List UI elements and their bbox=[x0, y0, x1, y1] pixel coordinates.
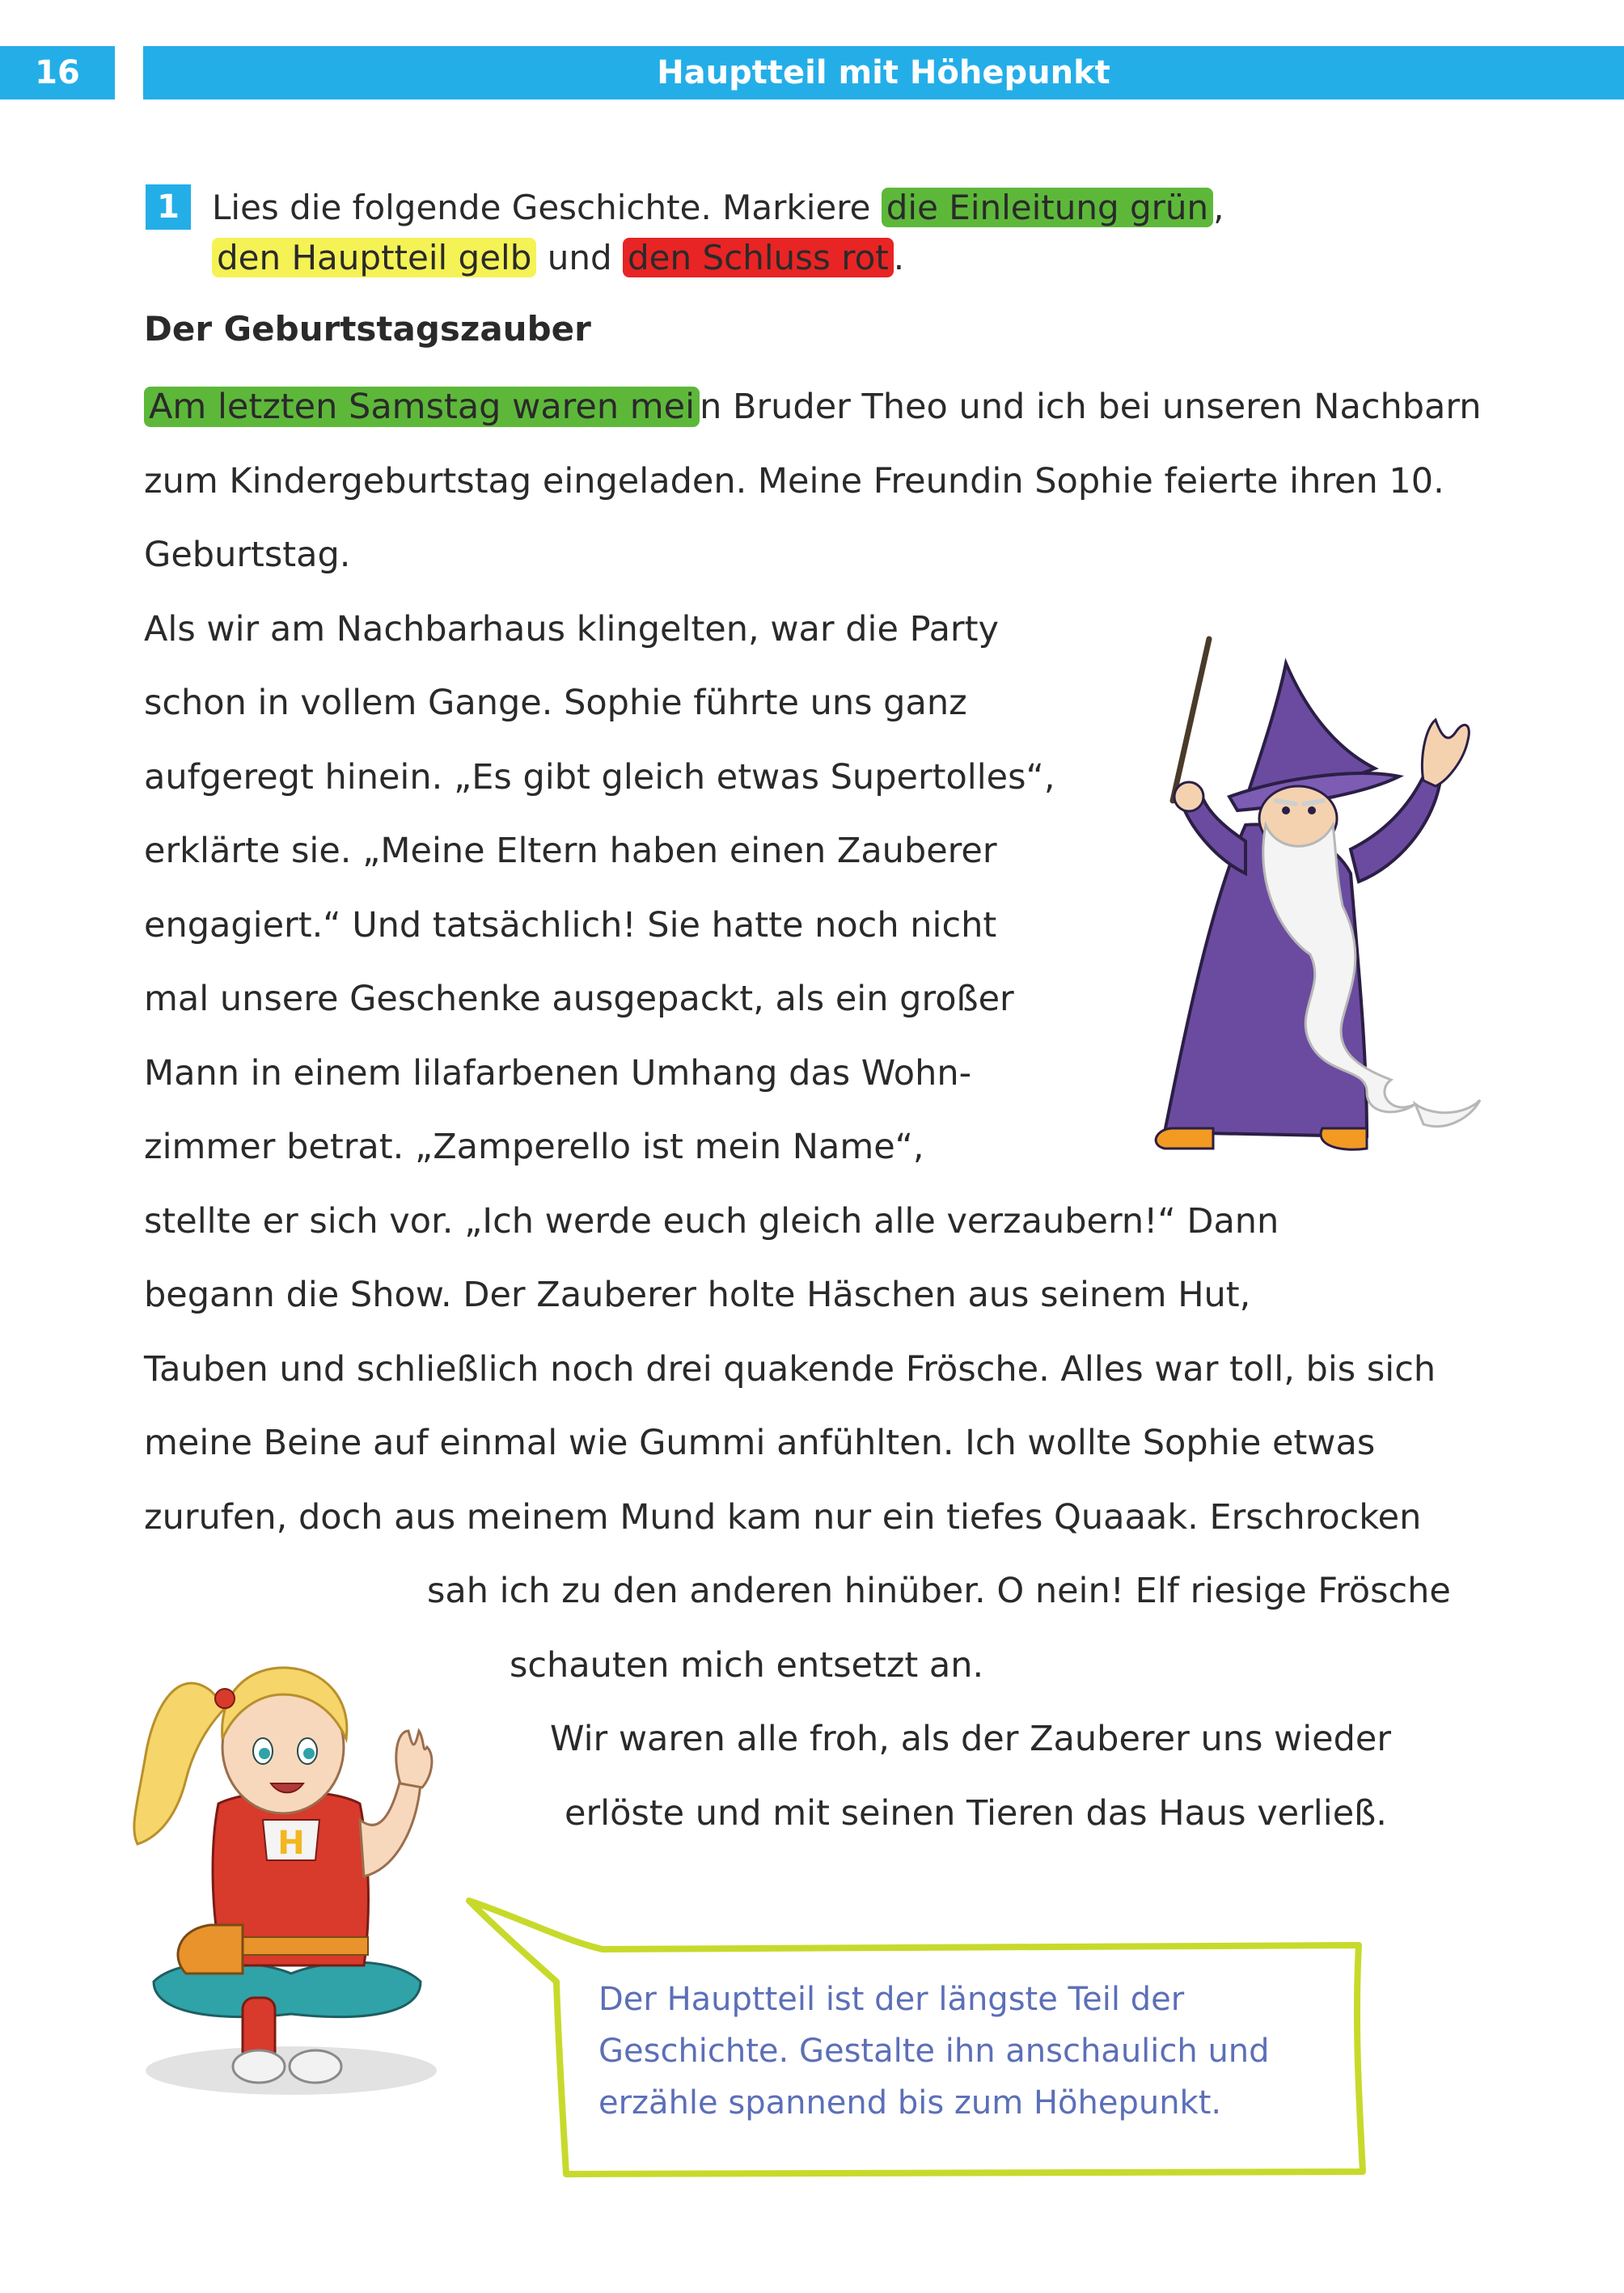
story-line: zurufen, doch aus meinem Mund kam nur ein tiefes Quaaak. Erschrocken bbox=[144, 1496, 1422, 1538]
story-line: stellte er sich vor. „Ich werde euch gleich alle verzaubern!“ Dann bbox=[144, 1200, 1279, 1242]
shirt-letter: H bbox=[277, 1825, 305, 1862]
story-line: begann die Show. Der Zauberer holte Häschen aus seinem Hut, bbox=[144, 1275, 1251, 1315]
wizard-illustration bbox=[1124, 631, 1512, 1165]
story-line: schauten mich entsetzt an. bbox=[510, 1644, 984, 1686]
task-number-badge: 1 bbox=[146, 184, 191, 230]
tip-line: erzähle spannend bis zum Höhepunkt. bbox=[598, 2084, 1222, 2122]
story-line: Tauben und schließlich noch drei quakende Frösche. Alles war toll, bis sich bbox=[144, 1348, 1436, 1390]
page-number: 16 bbox=[0, 46, 115, 99]
girl-illustration bbox=[121, 1618, 461, 2103]
story-line: aufgeregt hinein. „Es gibt gleich etwas Supertolles“, bbox=[144, 756, 1055, 797]
story-line: mal unsere Geschenke ausgepackt, als ein großer bbox=[144, 979, 1014, 1019]
story-line: meine Beine auf einmal wie Gummi anfühlten. Ich wollte Sophie etwas bbox=[144, 1423, 1376, 1463]
highlight-red: den Schluss rot bbox=[623, 238, 894, 277]
tip-text bbox=[598, 1974, 1318, 2129]
page-title: Hauptteil mit Höhepunkt bbox=[143, 46, 1624, 99]
story-line: engagiert.“ Und tatsächlich! Sie hatte noch nicht bbox=[144, 904, 997, 946]
story-line: erlöste und mit seinen Tieren das Haus verließ. bbox=[565, 1792, 1387, 1834]
story-highlight-green: Am letzten Samstag waren mei bbox=[144, 387, 700, 427]
highlight-yellow: den Hauptteil gelb bbox=[212, 238, 536, 277]
story-line-rest: n Bruder Theo und ich bei unseren Nachbarn bbox=[700, 387, 1482, 427]
story-line: zum Kindergeburtstag eingeladen. Meine Freundin Sophie feierte ihren 10. bbox=[144, 460, 1444, 501]
task-text-part1: Lies die folgende Geschichte. Markiere bbox=[212, 188, 882, 227]
story-line: zimmer betrat. „Zamperello ist mein Name“, bbox=[144, 1127, 924, 1167]
story-line bbox=[144, 370, 1535, 445]
story-line: sah ich zu den anderen hinüber. O nein! Elf riesige Frösche bbox=[427, 1571, 1451, 1611]
task-text-part2: , bbox=[1213, 188, 1224, 227]
story-line: Geburtstag. bbox=[144, 535, 351, 575]
story-line: Mann in einem lilafarbenen Umhang das Wohn- bbox=[144, 1052, 972, 1094]
story-line: erklärte sie. „Meine Eltern haben einen Zauberer bbox=[144, 831, 997, 871]
story-line: Als wir am Nachbarhaus klingelten, war die Party bbox=[144, 608, 999, 649]
tip-line: Geschichte. Gestalte ihn anschaulich und bbox=[598, 2033, 1270, 2070]
story-line: Wir waren alle froh, als der Zauberer uns wieder bbox=[550, 1719, 1392, 1759]
task-instruction bbox=[212, 183, 1344, 283]
story-line: schon in vollem Gange. Sophie führte uns ganz bbox=[144, 683, 967, 723]
task-text-part3: und bbox=[536, 238, 623, 277]
highlight-green: die Einleitung grün bbox=[882, 188, 1213, 227]
task-text-part4: . bbox=[893, 238, 905, 277]
story-title: Der Geburtstagszauber bbox=[144, 309, 591, 349]
tip-line: Der Hauptteil ist der längste Teil der bbox=[598, 1981, 1185, 2018]
